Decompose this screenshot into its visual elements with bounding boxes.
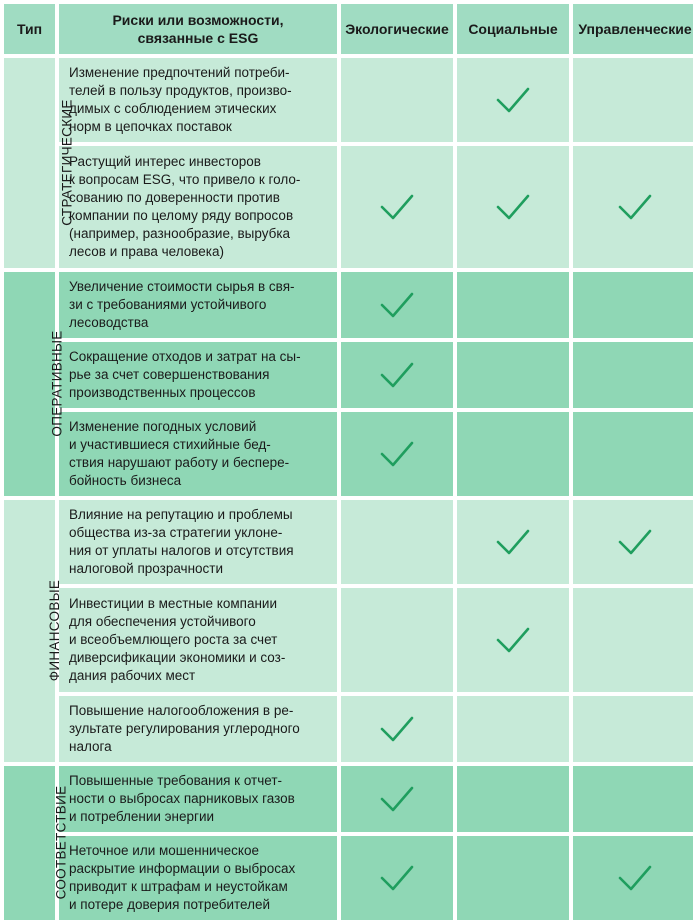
table-body	[4, 58, 693, 920]
col-header-environmental: Экологические	[341, 4, 453, 54]
risk-description-line: Неточное или мошенническое	[69, 843, 259, 858]
risk-description	[59, 696, 337, 762]
risk-description-line: производственных процессов	[69, 385, 256, 400]
table-row	[4, 696, 693, 762]
group-type-label: СООТВЕТСТВИЕ	[53, 785, 69, 900]
social-mark-cell	[457, 500, 569, 584]
table-row	[4, 836, 693, 920]
risk-description-line: Увеличение стоимости сырья в свя-	[69, 279, 295, 294]
risk-description-line: налога	[69, 739, 112, 754]
environmental-mark-cell	[341, 696, 453, 762]
governance-mark-cell	[573, 342, 693, 408]
col-header-risk-line2: связанные с ESG	[137, 30, 259, 46]
risk-description-line: (например, разнообразие, вырубка	[69, 226, 291, 241]
table-row	[4, 766, 693, 832]
risk-description	[59, 58, 337, 142]
group-type-cell	[4, 766, 69, 920]
col-header-type: Тип	[4, 4, 55, 54]
risk-description-line: зи с требованиями устойчивого	[69, 297, 267, 312]
social-mark-cell	[457, 272, 569, 338]
risk-description-line: ствия нарушают работу и беспере-	[69, 455, 290, 470]
governance-mark-cell	[573, 58, 693, 142]
group-type-label: ФИНАНСОВЫЕ	[47, 579, 63, 682]
group-type-cell	[4, 500, 63, 762]
social-mark-cell	[457, 766, 569, 832]
risk-description-line: Изменение погодных условий	[69, 419, 257, 434]
check-icon	[617, 192, 653, 222]
risk-description	[59, 272, 337, 338]
check-icon	[379, 784, 415, 814]
risk-description	[59, 342, 337, 408]
check-icon	[495, 527, 531, 557]
check-icon	[379, 439, 415, 469]
risk-description-line: и потреблении энергии	[69, 809, 215, 824]
environmental-mark-cell	[341, 588, 453, 692]
risk-description-line: Влияние на репутацию и проблемы	[69, 507, 293, 522]
risk-description-line: сованию по доверенности против	[69, 190, 280, 205]
check-icon	[495, 192, 531, 222]
risk-description	[59, 766, 337, 832]
table-row	[4, 342, 693, 408]
environmental-mark-cell	[341, 58, 453, 142]
risk-description-line: компании по целому ряду вопросов	[69, 208, 294, 223]
table-row	[4, 588, 693, 692]
risk-description	[59, 146, 337, 268]
check-icon	[379, 863, 415, 893]
risk-description-line: лесоводства	[69, 315, 149, 330]
governance-mark-cell	[573, 272, 693, 338]
environmental-mark-cell	[341, 342, 453, 408]
governance-mark-cell	[573, 588, 693, 692]
risk-description-line: ности о выбросах парниковых газов	[69, 791, 295, 806]
risk-description-line: к вопросам ESG, что привело к голо-	[69, 172, 301, 187]
risk-description-line: норм в цепочках поставок	[69, 119, 232, 134]
check-icon	[379, 192, 415, 222]
risk-description-line: дания рабочих мест	[69, 668, 196, 683]
group-type-cell	[4, 58, 75, 268]
governance-mark-cell	[573, 146, 693, 268]
environmental-mark-cell	[341, 500, 453, 584]
group-type-label: СТРАТЕГИЧЕСКИЕ	[59, 99, 75, 226]
col-header-social: Социальные	[457, 4, 569, 54]
governance-mark-cell	[573, 696, 693, 762]
risk-description-line: бойность бизнеса	[69, 473, 182, 488]
check-icon	[495, 625, 531, 655]
check-icon	[379, 714, 415, 744]
col-header-risk	[59, 4, 337, 54]
risk-description	[59, 412, 337, 496]
risk-description-line: приводит к штрафам и неустойкам	[69, 879, 288, 894]
social-mark-cell	[457, 412, 569, 496]
check-icon	[495, 85, 531, 115]
group-type-cell	[4, 272, 65, 496]
governance-mark-cell	[573, 412, 693, 496]
risk-description-line: диверсификации экономики и соз-	[69, 650, 286, 665]
risk-description-line: и потере доверия потребителей	[69, 897, 271, 912]
table-row	[4, 58, 693, 142]
risk-description-line: Повышенные требования к отчет-	[69, 773, 282, 788]
risk-description-line: и участившиеся стихийные бед-	[69, 437, 271, 452]
social-mark-cell	[457, 146, 569, 268]
col-header-risk-line1: Риски или возможности,	[112, 12, 284, 28]
risk-description-line: налоговой прозрачности	[69, 561, 224, 576]
header-row	[4, 4, 693, 54]
risk-description-line: Растущий интерес инвесторов	[69, 154, 261, 169]
table-row	[4, 272, 693, 338]
governance-mark-cell	[573, 500, 693, 584]
check-icon	[617, 527, 653, 557]
social-mark-cell	[457, 342, 569, 408]
risk-description	[59, 500, 337, 584]
risk-description-line: и всеобъемлющего роста за счет	[69, 632, 278, 647]
risk-description-line: раскрытие информации о выбросах	[69, 861, 296, 876]
governance-mark-cell	[573, 836, 693, 920]
table-row	[4, 146, 693, 268]
social-mark-cell	[457, 696, 569, 762]
risk-description-line: ния от уплаты налогов и отсутствия	[69, 543, 294, 558]
environmental-mark-cell	[341, 836, 453, 920]
environmental-mark-cell	[341, 272, 453, 338]
risk-description-line: телей в пользу продуктов, произво-	[69, 83, 292, 98]
risk-description	[59, 588, 337, 692]
social-mark-cell	[457, 836, 569, 920]
risk-description-line: Инвестиции в местные компании	[69, 596, 277, 611]
environmental-mark-cell	[341, 766, 453, 832]
risk-description-line: зультате регулирования углеродного	[69, 721, 300, 736]
check-icon	[617, 863, 653, 893]
risk-description-line: лесов и права человека)	[69, 244, 224, 259]
social-mark-cell	[457, 58, 569, 142]
social-mark-cell	[457, 588, 569, 692]
risk-description-line: общества из-за стратегии уклоне-	[69, 525, 283, 540]
check-icon	[379, 360, 415, 390]
table-row	[4, 412, 693, 496]
risk-description-line: Изменение предпочтений потреби-	[69, 65, 290, 80]
table-row	[4, 500, 693, 584]
risk-description-line: для обеспечения устойчивого	[69, 614, 256, 629]
check-icon	[379, 290, 415, 320]
col-header-governance: Управленческие	[573, 4, 693, 54]
environmental-mark-cell	[341, 412, 453, 496]
risk-description	[59, 836, 337, 920]
risk-description-line: Повышение налогообложения в ре-	[69, 703, 294, 718]
governance-mark-cell	[573, 766, 693, 832]
environmental-mark-cell	[341, 146, 453, 268]
risk-description-line: Сокращение отходов и затрат на сы-	[69, 349, 301, 364]
group-type-label: ОПЕРАТИВНЫЕ	[49, 330, 65, 437]
risk-description-line: димых с соблюдением этических	[69, 101, 277, 116]
risk-description-line: рье за счет совершенствования	[69, 367, 270, 382]
